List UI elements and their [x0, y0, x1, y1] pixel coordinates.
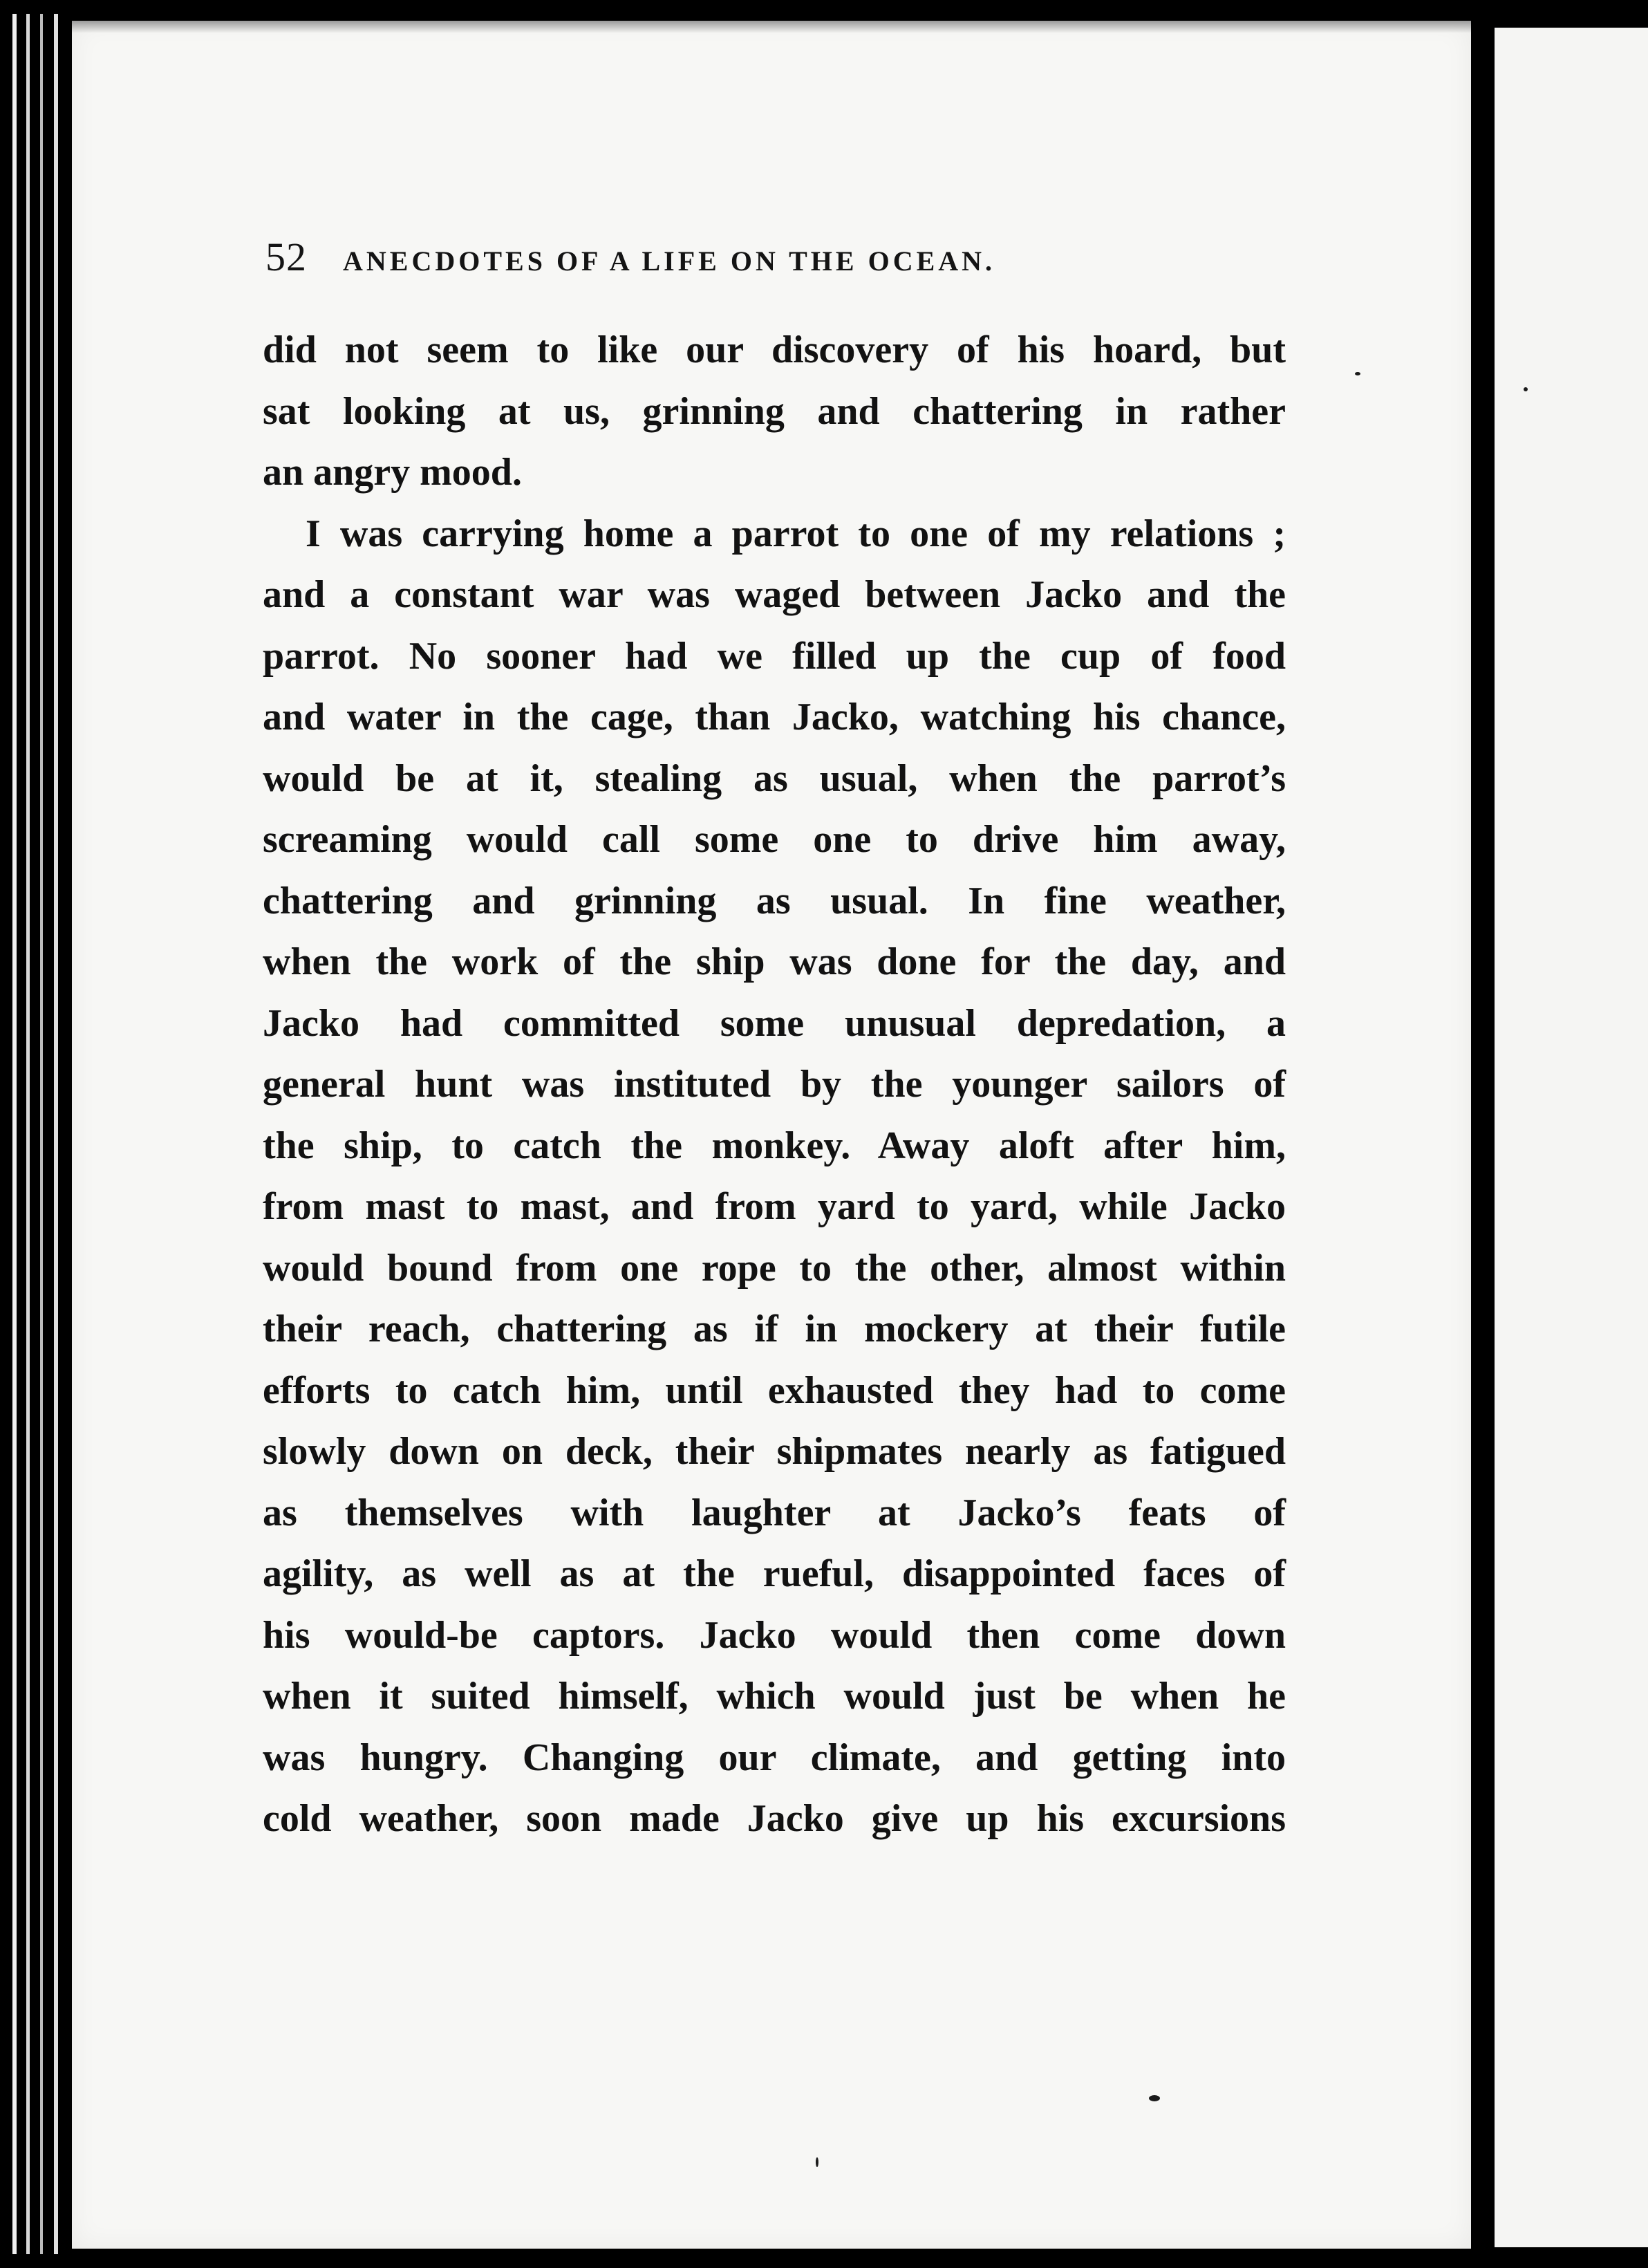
text-line: general hunt was instituted by the younger sailors of	[263, 1063, 1286, 1106]
ink-speck	[1149, 2095, 1160, 2101]
text-line: agility, as well as at the rueful, disappointed faces of	[263, 1552, 1286, 1595]
text-line: slowly down on deck, their shipmates nearly as fatigued	[263, 1430, 1286, 1473]
text-line: sat looking at us, grinning and chattering in rather	[263, 389, 1286, 433]
ink-speck	[1355, 372, 1360, 375]
text-line: his would-be captors. Jacko would then come down	[263, 1613, 1286, 1657]
page-number: 52	[265, 234, 307, 279]
page-shadow	[72, 21, 1471, 33]
text-line: would bound from one rope to the other, almost within	[263, 1246, 1286, 1290]
text-line: was hungry. Changing our climate, and getting into	[263, 1736, 1286, 1779]
text-line: parrot. No sooner had we filled up the cup of food	[263, 634, 1286, 678]
text-line: did not seem to like our discovery of his hoard, but	[263, 328, 1286, 371]
text-line: cold weather, soon made Jacko give up his excursions	[263, 1797, 1286, 1840]
text-line: as themselves with laughter at Jacko’s feats of	[263, 1491, 1286, 1534]
text-line: screaming would call some one to drive him away,	[263, 818, 1286, 861]
text-line: I was carrying home a parrot to one of my relations ;	[306, 512, 1286, 555]
ink-speck	[816, 2157, 818, 2167]
page-edge	[54, 14, 58, 2254]
text-line: would be at it, stealing as usual, when the parrot’s	[263, 756, 1286, 800]
text-line: and water in the cage, than Jacko, watching his chance,	[263, 696, 1286, 738]
text-line: the ship, to catch the monkey. Away aloft after him,	[263, 1124, 1286, 1167]
body-text	[263, 319, 1286, 1850]
page-edge	[12, 14, 17, 2254]
facing-page-sliver	[1495, 28, 1648, 2247]
page-edge	[26, 14, 30, 2254]
text-line: an angry mood.	[263, 451, 522, 494]
running-head	[265, 234, 1219, 289]
text-line: chattering and grinning as usual. In fine weather,	[263, 879, 1286, 922]
text-line: Jacko had committed some unusual depredation, a	[263, 1001, 1286, 1045]
text-line: when it suited himself, which would just be when he	[263, 1675, 1286, 1718]
text-line: their reach, chattering as if in mockery at their futile	[263, 1308, 1286, 1350]
page-edge	[40, 14, 43, 2254]
text-line: when the work of the ship was done for the day, and	[263, 940, 1286, 983]
running-title: ANECDOTES OF A LIFE ON THE OCEAN.	[343, 245, 996, 277]
text-line: efforts to catch him, until exhausted they had to come	[263, 1368, 1286, 1412]
text-line: and a constant war was waged between Jacko and the	[263, 573, 1286, 616]
text-line: from mast to mast, and from yard to yard, while Jacko	[263, 1185, 1286, 1228]
ink-speck	[1524, 387, 1528, 391]
